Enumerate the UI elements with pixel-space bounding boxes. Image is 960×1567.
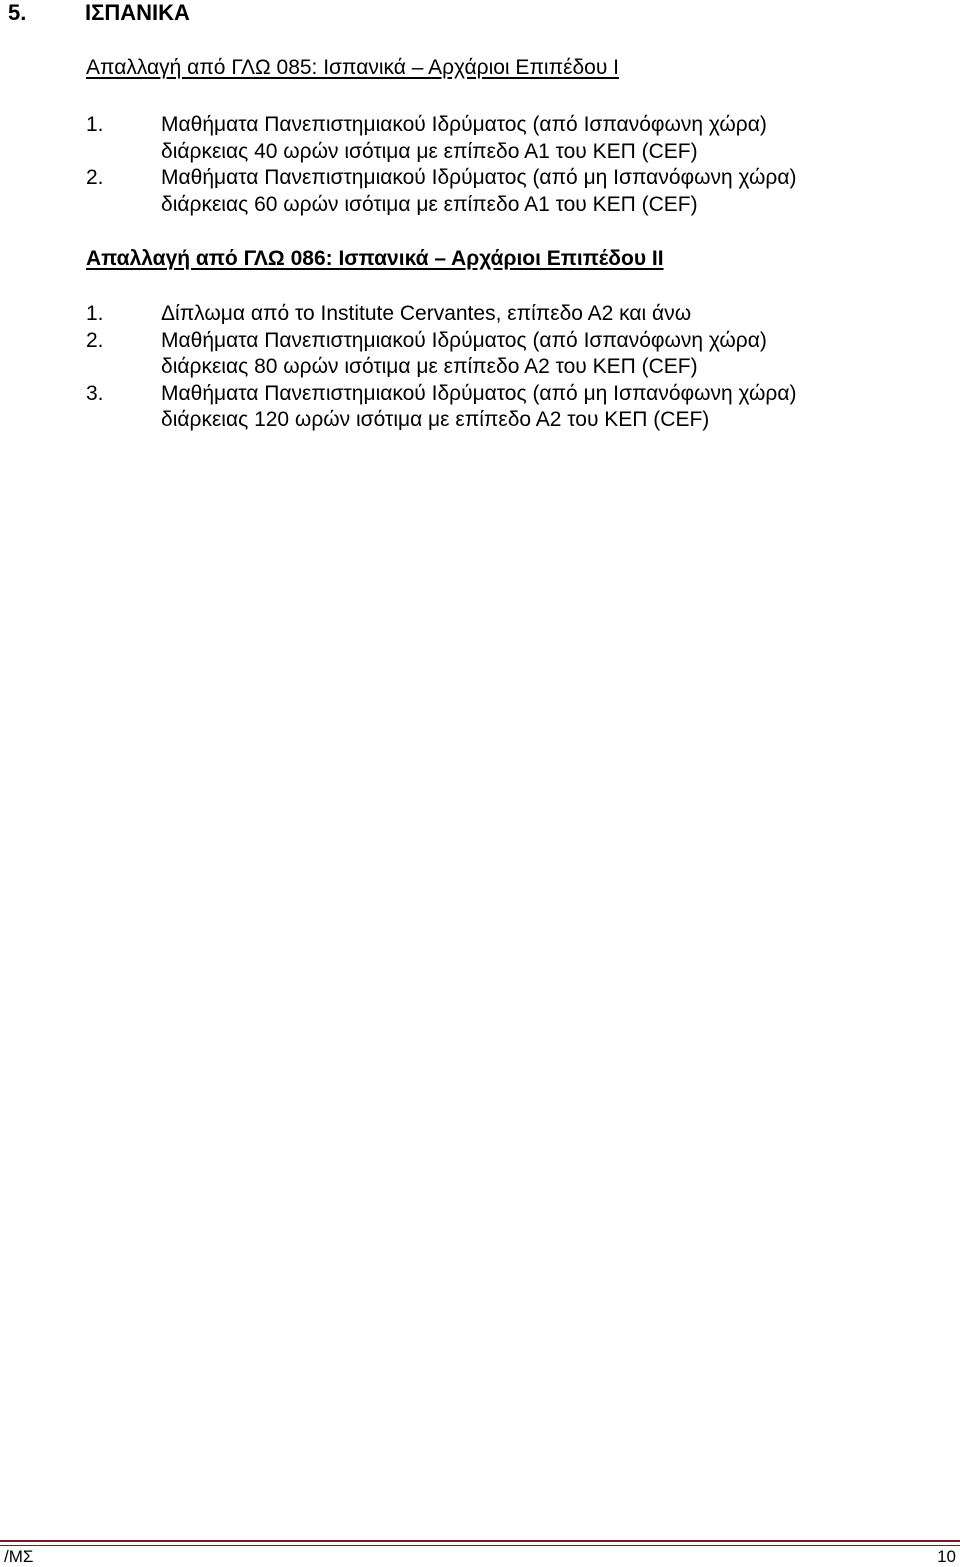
list-item-text-line: διάρκειας 60 ωρών ισότιμα με επίπεδο Α1 του ΚΕΠ (CEF) bbox=[161, 192, 698, 216]
list-item bbox=[86, 165, 936, 218]
exemption-heading-glo-085: Απαλλαγή από ΓΛΩ 085: Ισπανικά – Αρχάριοι Επιπέδου Ι bbox=[86, 56, 619, 79]
footer-author-initials: /ΜΣ bbox=[4, 1547, 34, 1566]
list-item-text-line: Δίπλωμα από το Institute Cervantes, επίπεδο Α2 και άνω bbox=[161, 302, 692, 325]
list-item-text-line: διάρκειας 80 ωρών ισότιμα με επίπεδο Α2 του ΚΕΠ (CEF) bbox=[161, 355, 698, 378]
section-heading bbox=[8, 0, 190, 26]
exemption-list-glo-085 bbox=[86, 112, 936, 218]
page-number: 10 bbox=[937, 1547, 956, 1566]
section-number: 5. bbox=[8, 0, 27, 25]
list-item bbox=[86, 301, 936, 328]
list-item-text-line: Μαθήματα Πανεπιστημιακού Ιδρύματος (από μη Ισπανόφωνη χώρα) bbox=[161, 381, 797, 405]
list-item-text-line: διάρκειας 40 ωρών ισότιμα με επίπεδο Α1 του ΚΕΠ (CEF) bbox=[161, 139, 698, 163]
list-item-number: 2. bbox=[86, 166, 104, 189]
list-item-number: 1. bbox=[86, 302, 104, 325]
list-item-text-line: Μαθήματα Πανεπιστημιακού Ιδρύματος (από Ισπανόφωνη χώρα) bbox=[161, 113, 767, 136]
list-item-text-line: Μαθήματα Πανεπιστημιακού Ιδρύματος (από μη Ισπανόφωνη χώρα) bbox=[161, 166, 797, 189]
list-item bbox=[86, 381, 936, 434]
list-item-text-line: διάρκειας 120 ωρών ισότιμα με επίπεδο Α2 του ΚΕΠ (CEF) bbox=[161, 408, 710, 431]
list-item-number: 3. bbox=[86, 381, 104, 405]
list-item-number: 1. bbox=[86, 113, 104, 136]
footer-divider bbox=[0, 1540, 960, 1542]
list-item-text-line: Μαθήματα Πανεπιστημιακού Ιδρύματος (από Ισπανόφωνη χώρα) bbox=[161, 328, 767, 352]
section-title: ΙΣΠΑΝΙΚΑ bbox=[85, 0, 190, 25]
list-item-number: 2. bbox=[86, 328, 104, 352]
exemption-heading-glo-086: Απαλλαγή από ΓΛΩ 086: Ισπανικά – Αρχάριοι Επιπέδου ΙΙ bbox=[86, 247, 664, 270]
list-item bbox=[86, 328, 936, 381]
footer-divider-thin bbox=[0, 1545, 960, 1546]
exemption-list-glo-086 bbox=[86, 301, 936, 434]
list-item bbox=[86, 112, 936, 165]
